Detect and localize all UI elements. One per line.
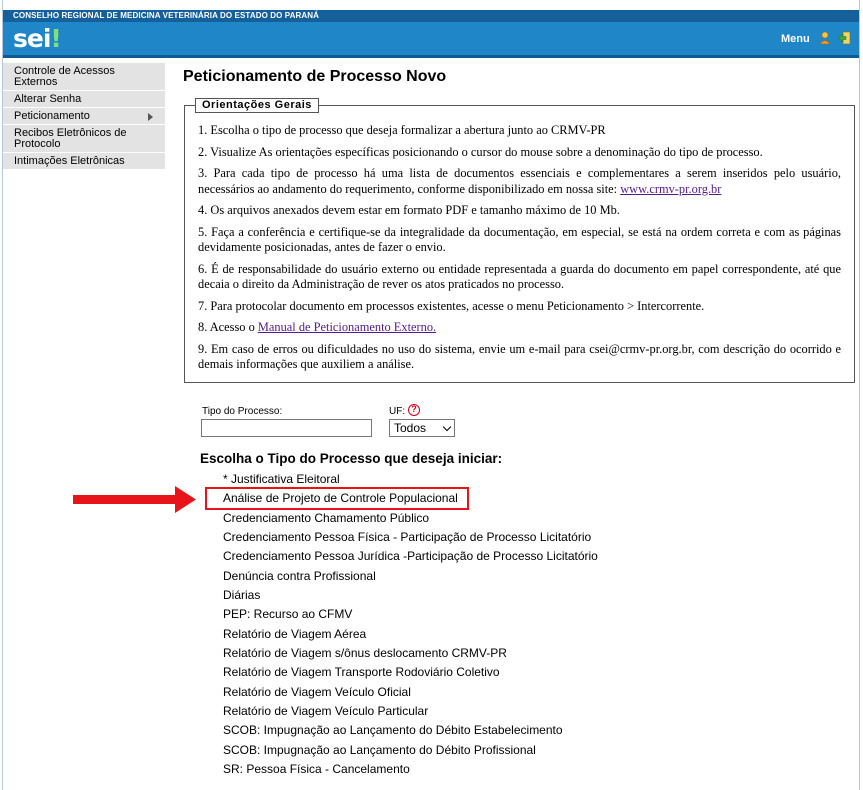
site-link[interactable]: www.crmv-pr.org.br <box>620 181 722 196</box>
process-type-item[interactable]: PEP: Recurso ao CFMV <box>223 607 353 622</box>
orientacao-item: 7. Para protocolar documento em processos existentes, acesse o menu Peticionamento > Intercorrente. <box>198 298 705 313</box>
sidebar-item-intimacoes[interactable]: Intimações Eletrônicas <box>3 153 165 170</box>
submenu-arrow-icon <box>148 113 153 121</box>
sidebar-item-alterar-senha[interactable]: Alterar Senha <box>3 91 165 108</box>
sidebar-item-recibos[interactable]: Recibos Eletrônicos de Protocolo <box>3 125 165 153</box>
question-icon[interactable]: ? <box>408 404 420 416</box>
orientacao-item: 5. Faça a conferência e certifique-se da integralidade da documentação, em especial, se está na ordem correta e com as páginas devidamente posicionadas, antes de fazer o envio. <box>198 224 841 254</box>
process-type-item[interactable]: SCOB: Impugnação ao Lançamento do Débito Profissional <box>223 742 536 757</box>
orientacoes-legend: Orientações Gerais <box>195 98 319 113</box>
page-title: Peticionamento de Processo Novo <box>183 68 447 85</box>
uf-select[interactable] <box>389 419 455 437</box>
org-banner: CONSELHO REGIONAL DE MEDICINA VETERINÁRIA DO ESTADO DO PARANÁ <box>3 10 859 22</box>
orientacoes-list <box>198 123 841 379</box>
sei-logo[interactable] <box>13 24 61 54</box>
orientacao-item: 2. Visualize As orientações específicas posicionando o cursor do mouse sobre a denominação do tipo de processo. <box>198 144 763 159</box>
uf-label: UF: <box>389 406 406 417</box>
user-icon[interactable] <box>818 31 832 45</box>
orientacao-item: 6. É de responsabilidade do usuário externo ou entidade representada a guarda do documento em papel correspondente, até que decaia o direito da Administração de rever os atos praticados no processo. <box>198 261 841 291</box>
process-type-item[interactable]: * Justificativa Eleitoral <box>223 472 340 486</box>
orientacao-text: 3. Para cada tipo de processo há uma lista de documentos essenciais e complementares a serem inseridos pelo usuário, necessários ao andamento do requerimento, conforme disponibilizado em nossa site: <box>198 166 841 196</box>
sidebar-item-controle-acessos[interactable]: Controle de Acessos Externos <box>3 63 165 91</box>
sidebar-item-peticionamento[interactable] <box>3 108 165 125</box>
tipo-processo-input[interactable] <box>201 419 372 437</box>
uf-selected-value: Todos <box>394 421 427 435</box>
process-type-item[interactable]: Credenciamento Chamamento Público <box>223 510 430 525</box>
highlight-box <box>205 487 469 510</box>
logo-text: sei <box>13 24 51 53</box>
chevron-down-icon <box>443 423 451 431</box>
orientacao-item <box>198 320 841 336</box>
process-type-item[interactable]: Relatório de Viagem Aérea <box>223 626 367 641</box>
process-type-item[interactable]: Relatório de Viagem Transporte Rodoviário Coletivo <box>223 665 500 680</box>
orientacao-item <box>198 166 841 197</box>
exit-icon[interactable] <box>837 31 851 45</box>
process-type-list <box>223 472 843 782</box>
process-type-item[interactable]: Credenciamento Pessoa Física - Participação de Processo Licitatório <box>223 530 592 545</box>
sidebar-menu <box>3 63 165 170</box>
menu-link[interactable]: Menu <box>781 33 810 45</box>
process-type-item[interactable]: Denúncia contra Profissional <box>223 568 376 583</box>
orientacao-item: 1. Escolha o tipo de processo que deseja formalizar a abertura junto ao CRMV-PR <box>198 123 606 137</box>
logo-dot: ! <box>50 24 61 53</box>
orientacao-text: 8. Acesso o <box>198 320 258 334</box>
process-type-item[interactable]: Relatório de Viagem Veículo Oficial <box>223 684 411 699</box>
tipo-processo-label: Tipo do Processo: <box>202 406 283 417</box>
process-type-item[interactable]: Relatório de Viagem s/ônus deslocamento CRMV-PR <box>223 646 507 661</box>
process-type-item[interactable]: SCOB: Impugnação ao Lançamento do Débito Estabelecimento <box>223 723 563 738</box>
orientacao-item: 9. Em caso de erros ou dificuldades no uso do sistema, envie um e-mail para csei@crmv-pr.org.br, com descrição do ocorrido e demais informações que auxiliem a análise. <box>198 341 841 371</box>
process-type-item[interactable]: Relatório de Viagem Veículo Particular <box>223 704 429 719</box>
process-type-item[interactable]: SR: Pessoa Física - Cancelamento <box>223 762 410 777</box>
manual-link[interactable]: Manual de Peticionamento Externo. <box>257 320 437 334</box>
orientacoes-fieldset <box>184 99 855 383</box>
sidebar-item-label: Peticionamento <box>14 110 90 122</box>
app-header <box>3 22 859 58</box>
process-type-item[interactable]: Diárias <box>223 588 261 603</box>
red-arrow-icon <box>73 486 196 513</box>
process-type-item[interactable]: Credenciamento Pessoa Jurídica -Participação de Processo Licitatório <box>223 549 598 564</box>
process-types-heading: Escolha o Tipo do Processo que deseja iniciar: <box>200 451 503 466</box>
process-type-item-highlighted[interactable]: Análise de Projeto de Controle Populacional <box>223 491 458 506</box>
orientacao-item: 4. Os arquivos anexados devem estar em formato PDF e tamanho máximo de 10 Mb. <box>198 203 620 217</box>
